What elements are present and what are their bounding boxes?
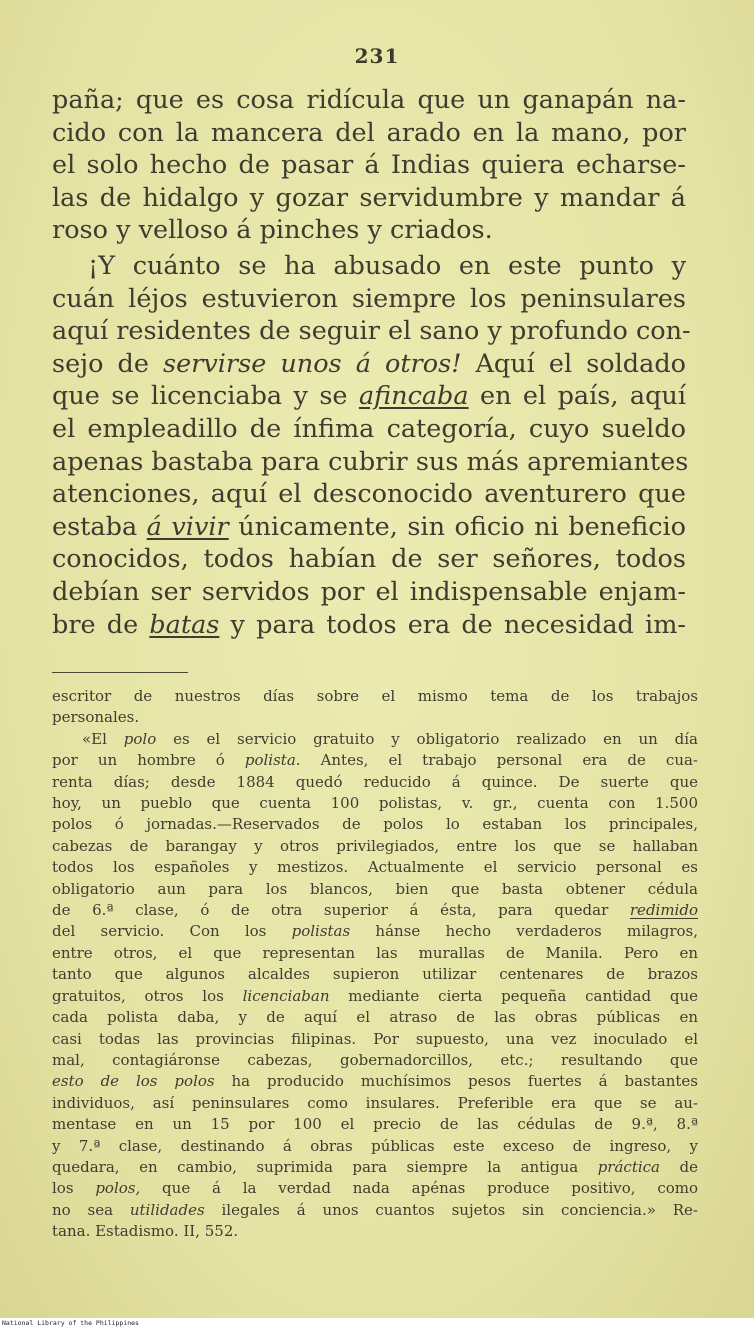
- text-line: el empleadillo de ínfima categoría, cuyo sueldo: [52, 413, 686, 444]
- italic-phrase: servirse unos á otros!: [162, 348, 462, 379]
- note-line: mentase en un 15 por 100 el precio de las cédulas de 9.ª, 8.ª: [52, 1115, 698, 1134]
- note-line: del servicio. Con los polistas hánse hecho verdaderos milagros,: [52, 922, 698, 941]
- note-line: tanto que algunos alcaldes supieron utilizar centenares de brazos: [52, 965, 698, 984]
- text-line: sejo de servirse unos á otros! Aquí el soldado: [52, 348, 686, 379]
- note-line: por un hombre ó polista. Antes, el trabajo personal era de cua-: [52, 751, 698, 770]
- note-line: los polos, que á la verdad nada apénas produce positivo, como: [52, 1179, 699, 1198]
- library-footer: National Library of the Philippines: [0, 1318, 754, 1328]
- note-line: tana. Estadismo. II, 552.: [52, 1222, 239, 1241]
- text-line: ¡Y cuánto se ha abusado en este punto y: [88, 251, 686, 281]
- note-line: mal, contagiáronse cabezas, gobernadorcillos, etc.; resultando que: [52, 1050, 698, 1069]
- note-line: cada polista daba, y de aquí el atraso de las obras públicas en: [52, 1008, 698, 1027]
- note-line: personales.: [52, 708, 140, 727]
- text-line: conocidos, todos habían de ser señores, todos: [52, 544, 686, 575]
- text-line: bre de batas y para todos era de necesidad im-: [52, 609, 686, 640]
- footnote-divider: [52, 672, 188, 673]
- text-line: cido con la mancera del arado en la mano, por: [52, 117, 686, 148]
- note-line: gratuitos, otros los licenciaban mediante cierta pequeña cantidad que: [52, 986, 699, 1005]
- paragraph-2: [52, 250, 691, 641]
- text-line: el solo hecho de pasar á Indias quiera echarse-: [52, 150, 686, 181]
- note-line: quedara, en cambio, suprimida para siempre la antigua práctica de: [52, 1157, 698, 1176]
- note-line: no sea utilidades ilegales á unos cuantos sujetos sin conciencia.» Re-: [52, 1200, 698, 1219]
- text-line: las de hidalgo y gozar servidumbre y mandar á: [52, 182, 686, 213]
- paragraph-1: [52, 84, 686, 247]
- note-line: renta días; desde 1884 quedó reducido á quince. De suerte que: [52, 772, 698, 791]
- note-line: escritor de nuestros días sobre el mismo tema de los trabajos: [52, 687, 698, 705]
- note-line: «El polo es el servicio gratuito y obligatorio realizado en un día: [82, 729, 698, 748]
- page-number: 231: [354, 44, 400, 68]
- text-line: cuán léjos estuvieron siempre los peninsulares: [52, 283, 686, 314]
- text-line: roso y velloso á pinches y criados.: [52, 215, 493, 246]
- italic-word: batas: [149, 609, 220, 640]
- note-line: individuos, así peninsulares como insulares. Preferible era que se au-: [52, 1093, 698, 1112]
- text-line: debían ser servidos por el indispensable enjam-: [52, 576, 686, 607]
- note-line: obligatorio aun para los blancos, bien que basta obtener cédula: [52, 879, 698, 898]
- note-line: cabezas de barangay y otros privilegiados, entre los que se hallaban: [52, 836, 698, 855]
- italic-word: afincaba: [358, 381, 469, 412]
- note-line: esto de los polos ha producido muchísimos pesos fuertes á bastantes: [52, 1072, 698, 1091]
- text-line: que se licenciaba y se afincaba en el país, aquí: [52, 381, 686, 412]
- note-line: hoy, un pueblo que cuenta 100 polistas, v. gr., cuenta con 1.500: [52, 794, 698, 813]
- note-line: polos ó jornadas.—Reservados de polos lo estaban los principales,: [52, 815, 698, 834]
- footnotes: [52, 686, 698, 1243]
- note-line: todos los españoles y mestizos. Actualmente el servicio personal es: [52, 858, 698, 877]
- note-line: casi todas las provincias filipinas. Por supuesto, una vez inoculado el: [52, 1029, 698, 1048]
- note-line: y 7.ª clase, destinando á obras públicas este exceso de ingreso, y: [52, 1136, 698, 1155]
- text-line: paña; que es cosa ridícula que un ganapán na-: [52, 85, 686, 115]
- text-line: atenciones, aquí el desconocido aventurero que: [52, 479, 686, 510]
- italic-phrase: á vivir: [146, 511, 229, 542]
- text-line: apenas bastaba para cubrir sus más apremiantes: [52, 446, 689, 477]
- note-line: entre otros, el que representan las murallas de Manila. Pero en: [52, 943, 698, 962]
- text-line: aquí residentes de seguir el sano y profundo con-: [52, 316, 691, 347]
- text-line: estaba á vivir únicamente, sin oficio ni beneficio: [52, 511, 686, 542]
- note-line: de 6.ª clase, ó de otra superior á ésta, para quedar redimido: [52, 901, 698, 920]
